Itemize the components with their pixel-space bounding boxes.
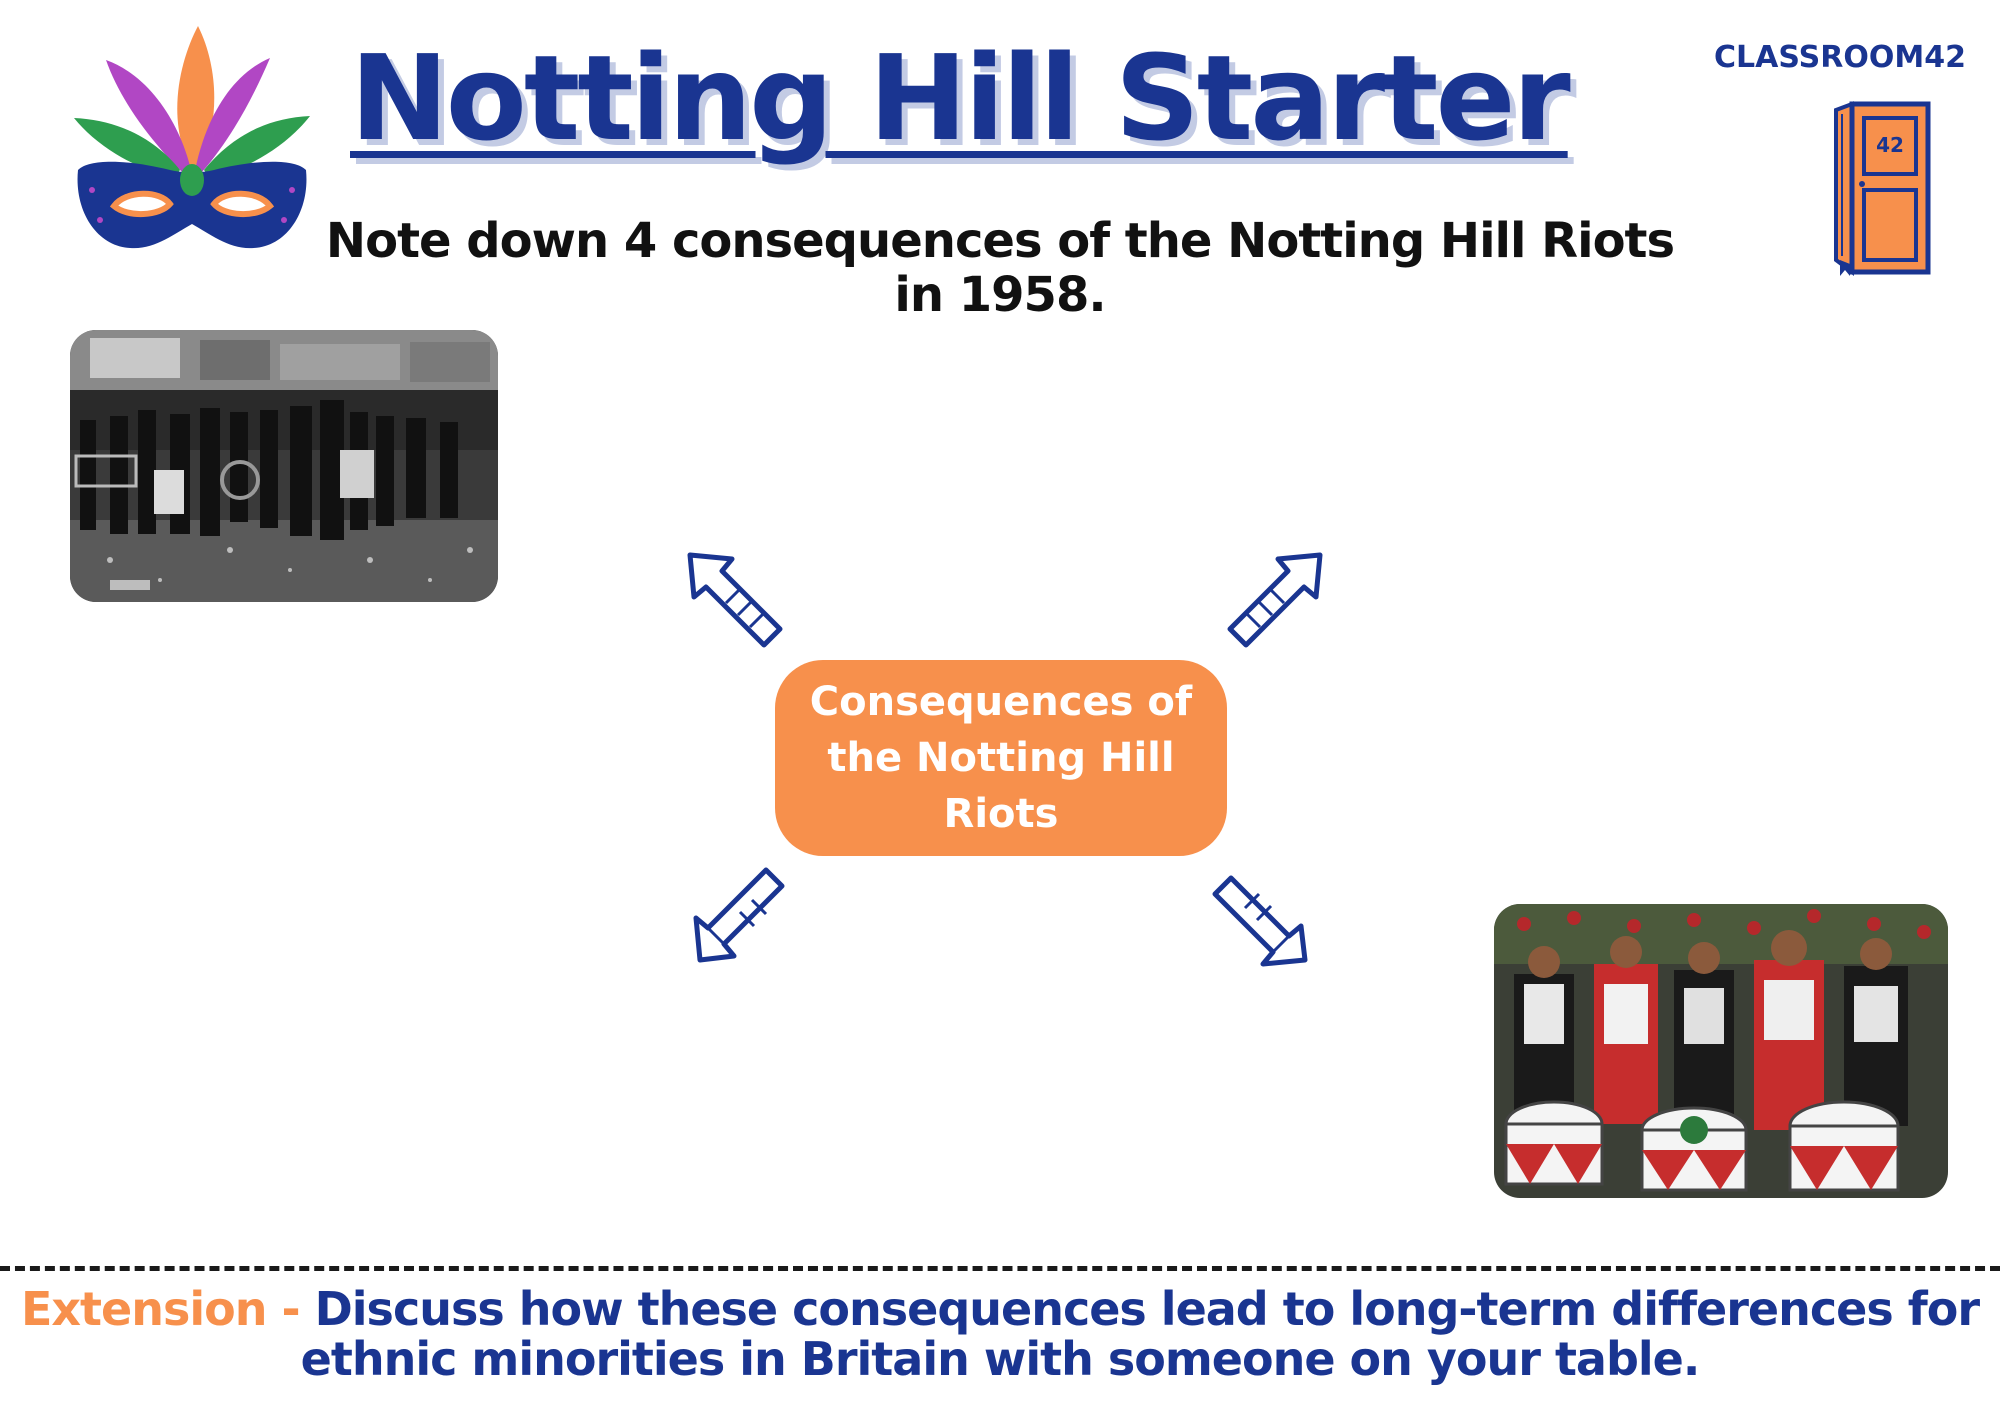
- arrow-down-left-icon: [680, 860, 800, 980]
- door-number: 42: [1876, 133, 1904, 157]
- arrow-up-right-icon: [1210, 545, 1330, 665]
- extension-line-1: [0, 1284, 2000, 1334]
- riots-photo: [70, 330, 498, 602]
- arrow-up-left-icon: [680, 545, 800, 665]
- extension-text-2: ethnic minorities in Britain with someone on your table.: [300, 1332, 1700, 1386]
- consequences-label: Consequences of the Notting Hill Riots: [809, 679, 1193, 837]
- instruction-text: [300, 214, 1700, 322]
- extension-label: Extension: [20, 1282, 267, 1336]
- arrow-down-right-icon: [1205, 860, 1325, 980]
- extension-task: [0, 1284, 2000, 1384]
- dashed-divider: [0, 1266, 2000, 1271]
- brand-name: CLASSROOM42: [1714, 40, 1966, 75]
- consequences-box: [775, 660, 1227, 856]
- instruction-line-1: Note down 4 consequences of the Notting Hill Riots: [325, 213, 1675, 269]
- instruction-line-2: in 1958.: [894, 267, 1106, 323]
- carnival-photo: [1494, 904, 1948, 1198]
- extension-separator: -: [266, 1282, 315, 1336]
- classroom-door-icon: [1830, 100, 1934, 280]
- page-title: Notting Hill Starter: [350, 29, 1568, 167]
- extension-text-1: Discuss how these consequences lead to long-term differences for: [314, 1282, 1980, 1336]
- carnival-mask-icon: [70, 20, 315, 250]
